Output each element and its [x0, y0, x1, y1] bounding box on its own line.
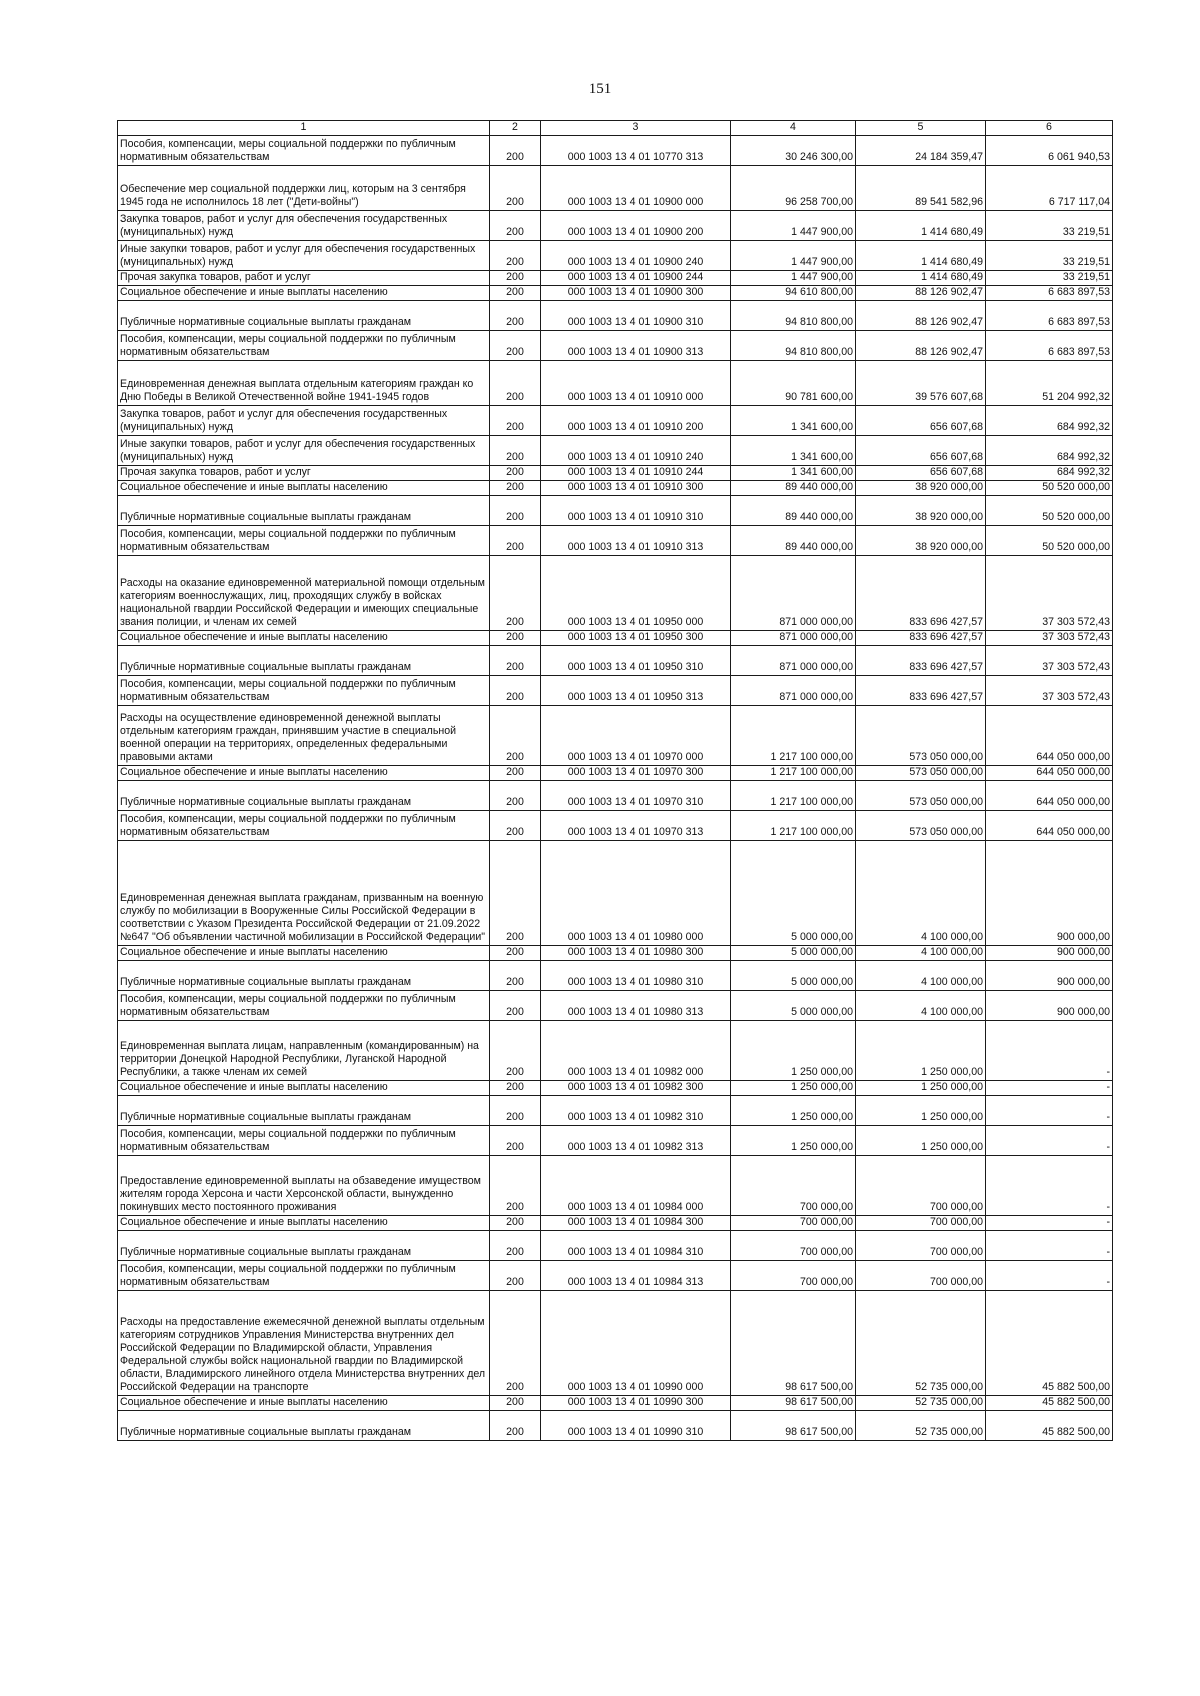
table-row: [118, 676, 1113, 706]
row-col2-cell: 200: [490, 766, 541, 781]
row-col5-cell: 656 607,68: [856, 406, 986, 436]
row-col4-cell: 89 440 000,00: [731, 526, 856, 556]
row-col6-cell: -: [986, 1261, 1113, 1291]
row-col4-cell: 98 617 500,00: [731, 1396, 856, 1411]
row-code-cell: 000 1003 13 4 01 10900 240: [541, 241, 731, 271]
row-name-cell: Единовременная денежная выплата гражданам, призванным на военную службу по мобилизации в Вооруженные Силы Российской Федерации в соответствии с Указом Президента Российской Федерации от 21.09.2022 №647 "Об объявлении частичной мобилизации в Российской Федерации": [118, 841, 490, 946]
row-col6-cell: 45 882 500,00: [986, 1291, 1113, 1396]
table-row: [118, 526, 1113, 556]
row-name-cell: Публичные нормативные социальные выплаты гражданам: [118, 1231, 490, 1261]
table-row: [118, 1081, 1113, 1096]
row-col2-cell: 200: [490, 811, 541, 841]
row-col5-cell: 700 000,00: [856, 1216, 986, 1231]
row-col4-cell: 1 447 900,00: [731, 241, 856, 271]
row-col5-cell: 700 000,00: [856, 1156, 986, 1216]
row-name-cell: Публичные нормативные социальные выплаты гражданам: [118, 961, 490, 991]
row-code-cell: 000 1003 13 4 01 10900 000: [541, 166, 731, 211]
table-row: [118, 1291, 1113, 1396]
row-name-cell: Пособия, компенсации, меры социальной поддержки по публичным нормативным обязательствам: [118, 991, 490, 1021]
row-name-cell: Публичные нормативные социальные выплаты гражданам: [118, 781, 490, 811]
row-name-cell: Пособия, компенсации, меры социальной поддержки по публичным нормативным обязательствам: [118, 1126, 490, 1156]
row-col6-cell: 900 000,00: [986, 961, 1113, 991]
row-col4-cell: 1 250 000,00: [731, 1081, 856, 1096]
row-code-cell: 000 1003 13 4 01 10984 300: [541, 1216, 731, 1231]
table-row: [118, 946, 1113, 961]
row-col5-cell: 88 126 902,47: [856, 286, 986, 301]
row-code-cell: 000 1003 13 4 01 10910 313: [541, 526, 731, 556]
table-row: [118, 1231, 1113, 1261]
row-col6-cell: 900 000,00: [986, 991, 1113, 1021]
table-row: [118, 1261, 1113, 1291]
table-row: [118, 481, 1113, 496]
row-col2-cell: 200: [490, 481, 541, 496]
row-col5-cell: 52 735 000,00: [856, 1396, 986, 1411]
row-col4-cell: 5 000 000,00: [731, 961, 856, 991]
row-col5-cell: 573 050 000,00: [856, 766, 986, 781]
row-col4-cell: 1 341 600,00: [731, 466, 856, 481]
row-col2-cell: 200: [490, 361, 541, 406]
row-col6-cell: 684 992,32: [986, 466, 1113, 481]
row-col4-cell: 1 341 600,00: [731, 406, 856, 436]
row-col6-cell: 6 061 940,53: [986, 136, 1113, 166]
row-col6-cell: 50 520 000,00: [986, 526, 1113, 556]
row-code-cell: 000 1003 13 4 01 10910 240: [541, 436, 731, 466]
row-name-cell: Социальное обеспечение и иные выплаты населению: [118, 946, 490, 961]
row-col5-cell: 39 576 607,68: [856, 361, 986, 406]
table-row: [118, 166, 1113, 211]
row-col6-cell: -: [986, 1096, 1113, 1126]
budget-execution-table: [117, 120, 1113, 1441]
row-code-cell: 000 1003 13 4 01 10910 200: [541, 406, 731, 436]
row-code-cell: 000 1003 13 4 01 10910 300: [541, 481, 731, 496]
row-name-cell: Пособия, компенсации, меры социальной поддержки по публичным нормативным обязательствам: [118, 811, 490, 841]
row-col6-cell: 37 303 572,43: [986, 631, 1113, 646]
row-col4-cell: 96 258 700,00: [731, 166, 856, 211]
row-col5-cell: 1 414 680,49: [856, 241, 986, 271]
row-col5-cell: 1 414 680,49: [856, 271, 986, 286]
row-code-cell: 000 1003 13 4 01 10900 300: [541, 286, 731, 301]
row-col2-cell: 200: [490, 706, 541, 766]
row-col5-cell: 1 250 000,00: [856, 1081, 986, 1096]
table-row: [118, 781, 1113, 811]
table-body: [118, 136, 1113, 1441]
row-name-cell: Публичные нормативные социальные выплаты гражданам: [118, 301, 490, 331]
row-col6-cell: 37 303 572,43: [986, 676, 1113, 706]
row-code-cell: 000 1003 13 4 01 10910 310: [541, 496, 731, 526]
row-code-cell: 000 1003 13 4 01 10900 244: [541, 271, 731, 286]
row-col6-cell: 6 683 897,53: [986, 331, 1113, 361]
row-col6-cell: -: [986, 1216, 1113, 1231]
row-code-cell: 000 1003 13 4 01 10900 200: [541, 211, 731, 241]
row-code-cell: 000 1003 13 4 01 10910 000: [541, 361, 731, 406]
row-col4-cell: 1 341 600,00: [731, 436, 856, 466]
table-row: [118, 1156, 1113, 1216]
row-col6-cell: 644 050 000,00: [986, 766, 1113, 781]
row-col5-cell: 573 050 000,00: [856, 706, 986, 766]
row-code-cell: 000 1003 13 4 01 10950 000: [541, 556, 731, 631]
table-row: [118, 766, 1113, 781]
row-col5-cell: 700 000,00: [856, 1231, 986, 1261]
row-col5-cell: 833 696 427,57: [856, 646, 986, 676]
row-col2-cell: 200: [490, 781, 541, 811]
row-col6-cell: 51 204 992,32: [986, 361, 1113, 406]
row-col5-cell: 88 126 902,47: [856, 331, 986, 361]
row-code-cell: 000 1003 13 4 01 10982 310: [541, 1096, 731, 1126]
table-row: [118, 406, 1113, 436]
row-code-cell: 000 1003 13 4 01 10982 313: [541, 1126, 731, 1156]
row-col4-cell: 89 440 000,00: [731, 496, 856, 526]
table-row: [118, 811, 1113, 841]
table-row: [118, 556, 1113, 631]
row-name-cell: Публичные нормативные социальные выплаты гражданам: [118, 1096, 490, 1126]
row-code-cell: 000 1003 13 4 01 10900 310: [541, 301, 731, 331]
header-row: [118, 121, 1113, 136]
row-col6-cell: 6 717 117,04: [986, 166, 1113, 211]
row-col4-cell: 98 617 500,00: [731, 1411, 856, 1441]
row-col4-cell: 5 000 000,00: [731, 946, 856, 961]
table-row: [118, 961, 1113, 991]
row-name-cell: Закупка товаров, работ и услуг для обеспечения государственных (муниципальных) нужд: [118, 211, 490, 241]
row-code-cell: 000 1003 13 4 01 10950 313: [541, 676, 731, 706]
row-name-cell: Социальное обеспечение и иные выплаты населению: [118, 1081, 490, 1096]
row-col2-cell: 200: [490, 676, 541, 706]
row-col4-cell: 1 217 100 000,00: [731, 811, 856, 841]
row-code-cell: 000 1003 13 4 01 10770 313: [541, 136, 731, 166]
row-col5-cell: 1 250 000,00: [856, 1096, 986, 1126]
column-header: 4: [731, 121, 856, 136]
row-col4-cell: 871 000 000,00: [731, 631, 856, 646]
row-col5-cell: 573 050 000,00: [856, 811, 986, 841]
row-col5-cell: 833 696 427,57: [856, 631, 986, 646]
table-row: [118, 286, 1113, 301]
row-name-cell: Социальное обеспечение и иные выплаты населению: [118, 286, 490, 301]
column-header: 3: [541, 121, 731, 136]
table-row: [118, 706, 1113, 766]
table-row: [118, 1216, 1113, 1231]
row-col4-cell: 1 217 100 000,00: [731, 766, 856, 781]
table-row: [118, 1096, 1113, 1126]
row-col5-cell: 700 000,00: [856, 1261, 986, 1291]
row-col6-cell: 33 219,51: [986, 211, 1113, 241]
row-col6-cell: 50 520 000,00: [986, 496, 1113, 526]
row-name-cell: Обеспечение мер социальной поддержки лиц, которым на 3 сентября 1945 года не исполнилось 18 лет ("Дети-войны"): [118, 166, 490, 211]
row-code-cell: 000 1003 13 4 01 10900 313: [541, 331, 731, 361]
row-name-cell: Пособия, компенсации, меры социальной поддержки по публичным нормативным обязательствам: [118, 136, 490, 166]
row-col2-cell: 200: [490, 961, 541, 991]
row-name-cell: Пособия, компенсации, меры социальной поддержки по публичным нормативным обязательствам: [118, 331, 490, 361]
row-name-cell: Пособия, компенсации, меры социальной поддержки по публичным нормативным обязательствам: [118, 1261, 490, 1291]
row-col5-cell: 88 126 902,47: [856, 301, 986, 331]
row-col4-cell: 98 617 500,00: [731, 1291, 856, 1396]
column-header: 6: [986, 121, 1113, 136]
row-col5-cell: 4 100 000,00: [856, 946, 986, 961]
table-row: [118, 466, 1113, 481]
row-col5-cell: 52 735 000,00: [856, 1291, 986, 1396]
row-name-cell: Социальное обеспечение и иные выплаты населению: [118, 631, 490, 646]
row-code-cell: 000 1003 13 4 01 10970 000: [541, 706, 731, 766]
row-col2-cell: 200: [490, 841, 541, 946]
row-col2-cell: 200: [490, 466, 541, 481]
table-row: [118, 496, 1113, 526]
row-col6-cell: 6 683 897,53: [986, 286, 1113, 301]
row-code-cell: 000 1003 13 4 01 10982 000: [541, 1021, 731, 1081]
row-col4-cell: 871 000 000,00: [731, 556, 856, 631]
row-name-cell: Публичные нормативные социальные выплаты гражданам: [118, 646, 490, 676]
row-col5-cell: 4 100 000,00: [856, 841, 986, 946]
row-col4-cell: 700 000,00: [731, 1261, 856, 1291]
row-col6-cell: -: [986, 1126, 1113, 1156]
row-col6-cell: -: [986, 1156, 1113, 1216]
row-col5-cell: 38 920 000,00: [856, 481, 986, 496]
row-col4-cell: 94 810 800,00: [731, 331, 856, 361]
row-col2-cell: 200: [490, 1216, 541, 1231]
row-col6-cell: 50 520 000,00: [986, 481, 1113, 496]
row-col2-cell: 200: [490, 286, 541, 301]
row-code-cell: 000 1003 13 4 01 10990 300: [541, 1396, 731, 1411]
row-col6-cell: 684 992,32: [986, 436, 1113, 466]
row-code-cell: 000 1003 13 4 01 10980 300: [541, 946, 731, 961]
row-col4-cell: 1 250 000,00: [731, 1126, 856, 1156]
row-col2-cell: 200: [490, 1021, 541, 1081]
row-col2-cell: 200: [490, 436, 541, 466]
row-col5-cell: 1 250 000,00: [856, 1126, 986, 1156]
row-col5-cell: 4 100 000,00: [856, 961, 986, 991]
row-col6-cell: -: [986, 1021, 1113, 1081]
row-code-cell: 000 1003 13 4 01 10990 310: [541, 1411, 731, 1441]
row-col5-cell: 1 250 000,00: [856, 1021, 986, 1081]
row-col2-cell: 200: [490, 211, 541, 241]
row-name-cell: Расходы на предоставление ежемесячной денежной выплаты отдельным категориям сотрудников Управления Министерства внутренних дел Российской Федерации по Владимирской области, Управления Федеральной службы войск национальной гвардии по Владимирской области, Владимирского линейного отдела Министерства внутренних дел Российской Федерации на транспорте: [118, 1291, 490, 1396]
row-name-cell: Прочая закупка товаров, работ и услуг: [118, 271, 490, 286]
table-row: [118, 436, 1113, 466]
column-header: 1: [118, 121, 490, 136]
row-col4-cell: 94 810 800,00: [731, 301, 856, 331]
row-name-cell: Единовременная денежная выплата отдельным категориям граждан ко Дню Победы в Великой Отечественной войне 1941-1945 годов: [118, 361, 490, 406]
row-col5-cell: 1 414 680,49: [856, 211, 986, 241]
row-name-cell: Иные закупки товаров, работ и услуг для обеспечения государственных (муниципальных) нужд: [118, 241, 490, 271]
row-col2-cell: 200: [490, 406, 541, 436]
row-name-cell: Единовременная выплата лицам, направленным (командированным) на территории Донецкой Народной Республики, Луганской Народной Республики, а также членам их семей: [118, 1021, 490, 1081]
row-name-cell: Иные закупки товаров, работ и услуг для обеспечения государственных (муниципальных) нужд: [118, 436, 490, 466]
row-col4-cell: 1 250 000,00: [731, 1096, 856, 1126]
row-col4-cell: 30 246 300,00: [731, 136, 856, 166]
row-col4-cell: 1 217 100 000,00: [731, 781, 856, 811]
row-col4-cell: 1 447 900,00: [731, 271, 856, 286]
row-name-cell: Прочая закупка товаров, работ и услуг: [118, 466, 490, 481]
row-col2-cell: 200: [490, 271, 541, 286]
row-col2-cell: 200: [490, 1126, 541, 1156]
row-col6-cell: -: [986, 1231, 1113, 1261]
row-col5-cell: 833 696 427,57: [856, 676, 986, 706]
row-col2-cell: 200: [490, 136, 541, 166]
row-col6-cell: 33 219,51: [986, 241, 1113, 271]
row-col4-cell: 89 440 000,00: [731, 481, 856, 496]
row-col6-cell: 644 050 000,00: [986, 706, 1113, 766]
row-col4-cell: 90 781 600,00: [731, 361, 856, 406]
row-name-cell: Закупка товаров, работ и услуг для обеспечения государственных (муниципальных) нужд: [118, 406, 490, 436]
row-col4-cell: 5 000 000,00: [731, 991, 856, 1021]
page-number: 151: [588, 81, 612, 97]
row-col5-cell: 573 050 000,00: [856, 781, 986, 811]
row-code-cell: 000 1003 13 4 01 10984 310: [541, 1231, 731, 1261]
row-col6-cell: 900 000,00: [986, 946, 1113, 961]
row-col2-cell: 200: [490, 526, 541, 556]
row-name-cell: Пособия, компенсации, меры социальной поддержки по публичным нормативным обязательствам: [118, 526, 490, 556]
row-col6-cell: 684 992,32: [986, 406, 1113, 436]
row-code-cell: 000 1003 13 4 01 10980 000: [541, 841, 731, 946]
row-col4-cell: 871 000 000,00: [731, 676, 856, 706]
table-row: [118, 136, 1113, 166]
table-row: [118, 631, 1113, 646]
column-header: 2: [490, 121, 541, 136]
row-col6-cell: 45 882 500,00: [986, 1411, 1113, 1441]
row-col6-cell: 33 219,51: [986, 271, 1113, 286]
table-row: [118, 361, 1113, 406]
row-col2-cell: 200: [490, 1231, 541, 1261]
row-col2-cell: 200: [490, 166, 541, 211]
table-row: [118, 211, 1113, 241]
row-col5-cell: 38 920 000,00: [856, 526, 986, 556]
row-col2-cell: 200: [490, 1411, 541, 1441]
table-row: [118, 241, 1113, 271]
row-name-cell: Расходы на осуществление единовременной денежной выплаты отдельным категориям граждан, принявшим участие в специальной военной операции на территориях, определенных федеральными правовыми актами: [118, 706, 490, 766]
table-row: [118, 301, 1113, 331]
row-code-cell: 000 1003 13 4 01 10970 300: [541, 766, 731, 781]
table-row: [118, 646, 1113, 676]
row-code-cell: 000 1003 13 4 01 10950 310: [541, 646, 731, 676]
row-col6-cell: 644 050 000,00: [986, 811, 1113, 841]
table-row: [118, 1126, 1113, 1156]
row-col5-cell: 656 607,68: [856, 436, 986, 466]
row-col5-cell: 38 920 000,00: [856, 496, 986, 526]
table-row: [118, 1021, 1113, 1081]
row-col2-cell: 200: [490, 646, 541, 676]
table-row: [118, 1411, 1113, 1441]
row-code-cell: 000 1003 13 4 01 10970 313: [541, 811, 731, 841]
row-code-cell: 000 1003 13 4 01 10970 310: [541, 781, 731, 811]
row-col6-cell: 900 000,00: [986, 841, 1113, 946]
row-name-cell: Публичные нормативные социальные выплаты гражданам: [118, 1411, 490, 1441]
row-col4-cell: 871 000 000,00: [731, 646, 856, 676]
row-col6-cell: 644 050 000,00: [986, 781, 1113, 811]
column-header: 5: [856, 121, 986, 136]
row-code-cell: 000 1003 13 4 01 10980 310: [541, 961, 731, 991]
row-col4-cell: 94 610 800,00: [731, 286, 856, 301]
row-col4-cell: 700 000,00: [731, 1231, 856, 1261]
row-col6-cell: 37 303 572,43: [986, 646, 1113, 676]
row-code-cell: 000 1003 13 4 01 10984 000: [541, 1156, 731, 1216]
row-col5-cell: 833 696 427,57: [856, 556, 986, 631]
row-name-cell: Публичные нормативные социальные выплаты гражданам: [118, 496, 490, 526]
row-code-cell: 000 1003 13 4 01 10980 313: [541, 991, 731, 1021]
row-col4-cell: 1 217 100 000,00: [731, 706, 856, 766]
row-col4-cell: 1 447 900,00: [731, 211, 856, 241]
row-col5-cell: 24 184 359,47: [856, 136, 986, 166]
table-row: [118, 991, 1113, 1021]
row-col2-cell: 200: [490, 1081, 541, 1096]
table-row: [118, 841, 1113, 946]
row-col2-cell: 200: [490, 946, 541, 961]
table-row: [118, 271, 1113, 286]
row-col4-cell: 700 000,00: [731, 1156, 856, 1216]
row-code-cell: 000 1003 13 4 01 10982 300: [541, 1081, 731, 1096]
row-name-cell: Расходы на оказание единовременной материальной помощи отдельным категориям военнослужащих, лиц, проходящих службу в войсках национальной гвардии Российской Федерации и имеющих специальные звания полиции, и членам их семей: [118, 556, 490, 631]
row-col2-cell: 200: [490, 1396, 541, 1411]
row-col4-cell: 1 250 000,00: [731, 1021, 856, 1081]
row-name-cell: Социальное обеспечение и иные выплаты населению: [118, 1396, 490, 1411]
row-name-cell: Социальное обеспечение и иные выплаты населению: [118, 481, 490, 496]
row-col2-cell: 200: [490, 331, 541, 361]
row-col2-cell: 200: [490, 496, 541, 526]
table-row: [118, 1396, 1113, 1411]
row-col5-cell: 4 100 000,00: [856, 991, 986, 1021]
row-col2-cell: 200: [490, 1261, 541, 1291]
row-code-cell: 000 1003 13 4 01 10910 244: [541, 466, 731, 481]
row-col2-cell: 200: [490, 241, 541, 271]
row-code-cell: 000 1003 13 4 01 10950 300: [541, 631, 731, 646]
row-name-cell: Социальное обеспечение и иные выплаты населению: [118, 1216, 490, 1231]
row-col2-cell: 200: [490, 631, 541, 646]
row-col6-cell: 45 882 500,00: [986, 1396, 1113, 1411]
row-col5-cell: 656 607,68: [856, 466, 986, 481]
row-col5-cell: 52 735 000,00: [856, 1411, 986, 1441]
row-col4-cell: 5 000 000,00: [731, 841, 856, 946]
row-code-cell: 000 1003 13 4 01 10984 313: [541, 1261, 731, 1291]
row-col2-cell: 200: [490, 1156, 541, 1216]
row-col5-cell: 89 541 582,96: [856, 166, 986, 211]
table-row: [118, 331, 1113, 361]
row-code-cell: 000 1003 13 4 01 10990 000: [541, 1291, 731, 1396]
row-col2-cell: 200: [490, 1096, 541, 1126]
row-col2-cell: 200: [490, 1291, 541, 1396]
row-col6-cell: -: [986, 1081, 1113, 1096]
row-col2-cell: 200: [490, 991, 541, 1021]
row-col6-cell: 37 303 572,43: [986, 556, 1113, 631]
row-col2-cell: 200: [490, 301, 541, 331]
row-name-cell: Пособия, компенсации, меры социальной поддержки по публичным нормативным обязательствам: [118, 676, 490, 706]
row-name-cell: Предоставление единовременной выплаты на обзаведение имуществом жителям города Херсона и части Херсонской области, вынужденно покинувших место постоянного проживания: [118, 1156, 490, 1216]
row-col6-cell: 6 683 897,53: [986, 301, 1113, 331]
row-col2-cell: 200: [490, 556, 541, 631]
row-col4-cell: 700 000,00: [731, 1216, 856, 1231]
row-name-cell: Социальное обеспечение и иные выплаты населению: [118, 766, 490, 781]
